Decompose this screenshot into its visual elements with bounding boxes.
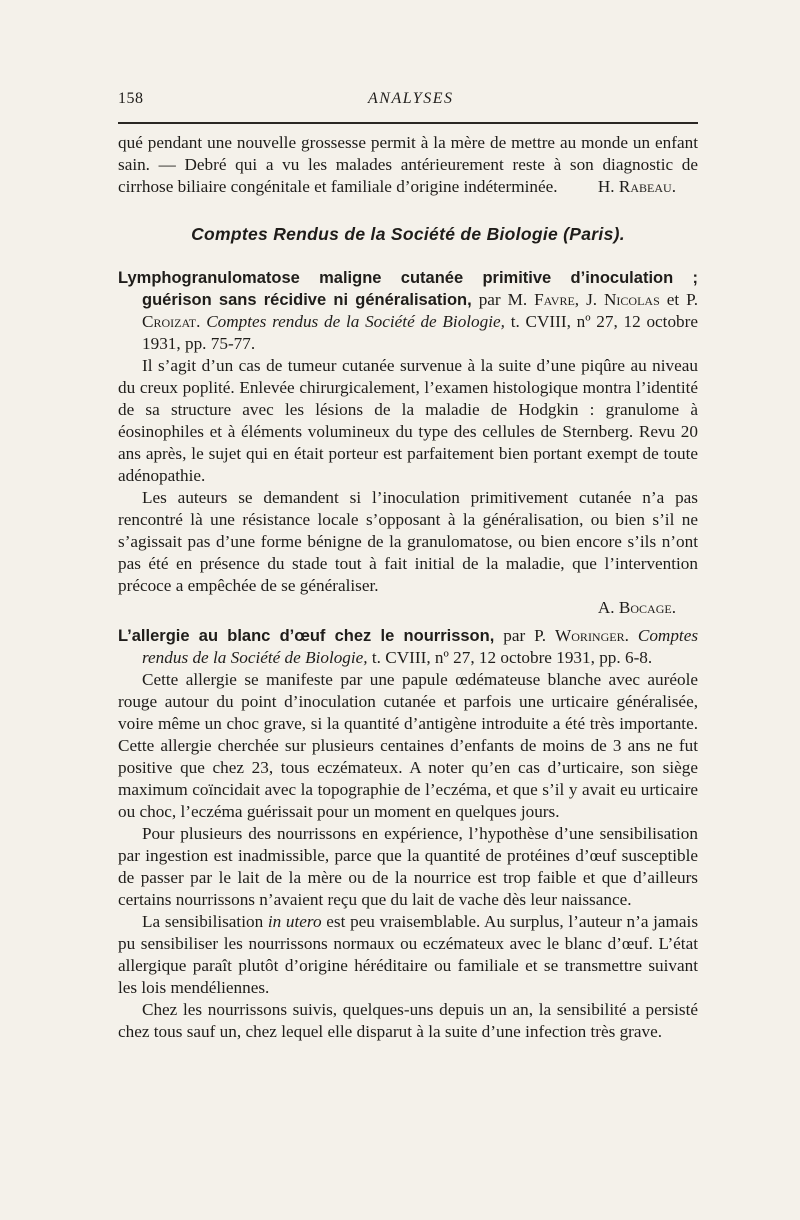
article-paragraph: Il s’agit d’un cas de tumeur cutanée survenue à la suite d’une piqûre au niveau du creux poplité. Enlevée chirurgicalement, l’examen histologique montra l’identité de sa structure avec les lésions de la maladie de Hodgkin : granulome à éosinophiles et à éléments volumineux du type des cellules de Sternberg. Revu 20 ans après, le sujet qui en était porteur est parfaitement bien portant exempt de toute adénopathie. — [118, 356, 698, 485]
page — [118, 86, 698, 1043]
author-separator: et P. — [666, 290, 699, 309]
article-title: Lymphogranulomatose maligne cutanée primitive d’inoculation ; guérison sans récidive ni généralisation, — [118, 269, 698, 309]
article-paragraph: Chez les nourrissons suivis, quelques-uns depuis un an, la sensibilité a persisté chez tous sauf un, chez lequel elle disparut à la suite d’une infection très grave. — [118, 1000, 698, 1041]
article-reference — [118, 267, 698, 355]
author-woringer: Woringer. — [555, 626, 629, 645]
article-lymphogranulomatose — [118, 267, 698, 619]
byline-prefix: par P. — [503, 626, 547, 645]
running-head — [118, 86, 698, 112]
previous-article-signature: H. Rabeau. — [597, 177, 676, 196]
article-reference — [118, 625, 698, 669]
article-paragraph: Les auteurs se demandent si l’inoculation primitivement cutanée n’a pas rencontré là une résistance locale s’opposant à la généralisation, ou bien s’il ne s’agissait pas d’une forme bénigne de la granulomatose, ou bien encore s’ils n’ont pas été en présence du stade tout à fait initial de la maladie, que l’intervention précoce a empêchée de se généraliser. — [118, 488, 698, 595]
author-separator: J. — [586, 290, 598, 309]
page-number: 158 — [118, 90, 144, 107]
author-favre: Favre, — [534, 290, 580, 309]
article-paragraph: La sensibilisation in utero est peu vraisemblable. Au surplus, l’auteur n’a jamais pu sensibiliser les nourrissons normaux ou eczémateux avec le blanc d’œuf. L’état allergique paraît plutôt d’origine héréditaire ou familiale et se transmettre suivant les lois mendéliennes. — [118, 912, 699, 997]
previous-article-text: qué pendant une nouvelle grossesse permit à la mère de mettre au monde un enfant sain. — Debré qui a vu les malades antérieurement reste à son diagnostic de cirrhose biliaire congénitale et familiale d’origine indéterminée. — [118, 133, 698, 196]
byline-prefix: par M. — [478, 290, 528, 309]
running-title: ANALYSES — [368, 90, 454, 107]
article-title: L’allergie au blanc d’œuf chez le nourrisson, — [118, 627, 495, 645]
journal-name: Comptes rendus de la Société de Biologie, — [206, 312, 505, 331]
header-rule — [118, 122, 698, 124]
article-allergie — [118, 625, 698, 1043]
section-heading: Comptes Rendus de la Société de Biologie (Paris). — [191, 224, 625, 244]
article-signature: A. Bocage. — [597, 598, 676, 617]
citation: t. CVIII, nº 27, 12 octobre 1931, pp. 6-8. — [371, 648, 653, 667]
previous-article-end — [118, 132, 698, 198]
citation: t. CVIII, nº 27, 12 octobre 1931, pp. 75-77. — [142, 312, 698, 353]
article-paragraph: Cette allergie se manifeste par une papule œdémateuse blanche avec auréole rouge autour du point d’inoculation cutanée et parfois une urticaire généralisée, voire même un choc grave, si la quantité d’antigène introduite a été très importante. Cette allergie cherchée sur plusieurs centaines d’enfants de moins de 3 ans ne fut positive que chez 23, tous eczémateux. A noter qu’en cas d’urticaire, son siège maximum coïncidait avec la topographie de l’eczéma, et que s’il y avait eu urticaire ou choc, l’eczéma guérissait pour un moment en quelques jours. — [118, 670, 698, 821]
author-croizat: Croizat. — [142, 312, 201, 331]
article-paragraph: Pour plusieurs des nourrissons en expérience, l’hypothèse d’une sensibilisation par ingestion est inadmissible, parce que la quantité de protéines d’œuf susceptible de passer par le lait de la mère ou de la nourrice est trop faible et que d’ailleurs certains nourrissons n’avaient reçu que du lait de vache dès leur naissance. — [118, 824, 698, 909]
author-nicolas: Nicolas — [604, 290, 660, 309]
journal-name: Comptes rendus de la Société de Biologie, — [142, 626, 699, 667]
